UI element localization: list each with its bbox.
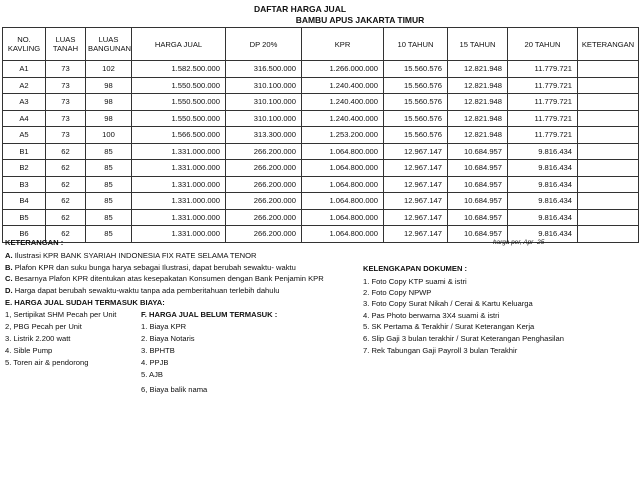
cell-dp: 316.500.000 <box>226 61 302 78</box>
document-item: 2. Foto Copy NPWP <box>363 288 432 297</box>
note-text: Ilustrasi KPR BANK SYARIAH INDONESIA FIX RATE SELAMA TENOR <box>14 251 257 260</box>
cell-dp: 310.100.000 <box>226 94 302 111</box>
cell-10-tahun: 12.967.147 <box>384 193 448 210</box>
cell-luas-tanah: 62 <box>46 176 86 193</box>
cell-kavling: B6 <box>3 226 46 243</box>
note-b <box>5 263 296 272</box>
cell-luas-tanah: 73 <box>46 110 86 127</box>
cell-kpr: 1.064.800.000 <box>302 226 384 243</box>
included-cost-item: 2, PBG Pecah per Unit <box>5 322 82 331</box>
cell-harga-jual: 1.331.000.000 <box>132 160 226 177</box>
cell-kavling: A4 <box>3 110 46 127</box>
cell-dp: 266.200.000 <box>226 209 302 226</box>
header-15-tahun: 15 TAHUN <box>448 28 508 61</box>
cell-harga-jual: 1.550.500.000 <box>132 110 226 127</box>
included-cost-item: 3. Listrik 2.200 watt <box>5 334 71 343</box>
note-letter: A. <box>5 251 13 260</box>
table-row <box>3 61 639 78</box>
cell-luas-bangunan: 85 <box>86 176 132 193</box>
excluded-cost-item: 6, Biaya balik nama <box>141 385 208 394</box>
note-text: Plafon KPR dan suku bunga harya sebagai Ilustrasi, dapat berubah sewaktu- waktu <box>14 263 296 272</box>
cell-dp: 310.100.000 <box>226 77 302 94</box>
cell-dp: 266.200.000 <box>226 143 302 160</box>
cell-kpr: 1.064.800.000 <box>302 160 384 177</box>
cell-kpr: 1.240.400.000 <box>302 77 384 94</box>
cell-10-tahun: 15.560.576 <box>384 61 448 78</box>
cell-kavling: B4 <box>3 193 46 210</box>
price-date-note: harga per, Apr -25 <box>493 239 545 246</box>
table-row <box>3 110 639 127</box>
cell-harga-jual: 1.550.500.000 <box>132 77 226 94</box>
cell-luas-bangunan: 85 <box>86 226 132 243</box>
cell-keterangan <box>578 143 639 160</box>
cell-keterangan <box>578 226 639 243</box>
header-10-tahun: 10 TAHUN <box>384 28 448 61</box>
cell-20-tahun: 11.779.721 <box>508 110 578 127</box>
cell-luas-tanah: 73 <box>46 94 86 111</box>
price-table <box>2 27 639 243</box>
excluded-cost-item: 5. AJB <box>141 370 163 379</box>
excluded-costs-heading: F. HARGA JUAL BELUM TERMASUK : <box>141 310 278 319</box>
cell-kpr: 1.064.800.000 <box>302 193 384 210</box>
cell-luas-bangunan: 100 <box>86 127 132 144</box>
cell-harga-jual: 1.331.000.000 <box>132 193 226 210</box>
cell-20-tahun: 11.779.721 <box>508 61 578 78</box>
cell-10-tahun: 15.560.576 <box>384 110 448 127</box>
cell-harga-jual: 1.566.500.000 <box>132 127 226 144</box>
cell-20-tahun: 11.779.721 <box>508 127 578 144</box>
cell-luas-tanah: 73 <box>46 77 86 94</box>
excluded-cost-item: 1. Biaya KPR <box>141 322 187 331</box>
cell-keterangan <box>578 127 639 144</box>
cell-keterangan <box>578 176 639 193</box>
excluded-cost-item: 3. BPHTB <box>141 346 175 355</box>
table-row <box>3 193 639 210</box>
document-item: 1. Foto Copy KTP suami & istri <box>363 277 467 286</box>
cell-10-tahun: 15.560.576 <box>384 94 448 111</box>
cell-10-tahun: 12.967.147 <box>384 143 448 160</box>
cell-kavling: B3 <box>3 176 46 193</box>
cell-kavling: A1 <box>3 61 46 78</box>
table-row <box>3 77 639 94</box>
excluded-cost-item: 4. PPJB <box>141 358 169 367</box>
notes-heading: KETERANGAN : <box>5 238 64 247</box>
cell-20-tahun: 11.779.721 <box>508 77 578 94</box>
included-cost-item: 5. Toren air & pendorong <box>5 358 89 367</box>
document-title: DAFTAR HARGA JUAL <box>253 4 347 14</box>
header-no-kavling: NO. KAVLING <box>3 28 46 61</box>
cell-luas-tanah: 62 <box>46 193 86 210</box>
cell-kpr: 1.240.400.000 <box>302 110 384 127</box>
cell-dp: 310.100.000 <box>226 110 302 127</box>
cell-harga-jual: 1.331.000.000 <box>132 226 226 243</box>
note-letter: B. <box>5 263 13 272</box>
cell-dp: 266.200.000 <box>226 176 302 193</box>
cell-15-tahun: 12.821.948 <box>448 127 508 144</box>
included-cost-item: 4. Sible Pump <box>5 346 53 355</box>
cell-keterangan <box>578 94 639 111</box>
cell-20-tahun: 9.816.434 <box>508 143 578 160</box>
note-d <box>5 286 279 295</box>
cell-15-tahun: 10.684.957 <box>448 226 508 243</box>
cell-harga-jual: 1.582.500.000 <box>132 61 226 78</box>
cell-20-tahun: 9.816.434 <box>508 209 578 226</box>
header-20-tahun: 20 TAHUN <box>508 28 578 61</box>
cell-20-tahun: 9.816.434 <box>508 226 578 243</box>
cell-keterangan <box>578 110 639 127</box>
note-a <box>5 251 257 260</box>
header-kpr: KPR <box>302 28 384 61</box>
document-item: 7. Rek Tabungan Gaji Payroll 3 bulan Terakhir <box>363 346 518 355</box>
cell-luas-tanah: 73 <box>46 61 86 78</box>
cell-keterangan <box>578 193 639 210</box>
cell-harga-jual: 1.331.000.000 <box>132 143 226 160</box>
document-item: 3. Foto Copy Surat Nikah / Cerai & Kartu Keluarga <box>363 299 533 308</box>
document-item: 6. Slip Gaji 3 bulan terakhir / Surat Keterangan Penghasilan <box>363 334 564 343</box>
documents-heading: KELENGKAPAN DOKUMEN : <box>363 264 468 273</box>
cell-luas-tanah: 62 <box>46 226 86 243</box>
cell-15-tahun: 12.821.948 <box>448 94 508 111</box>
header-luas-bangunan: LUAS BANGUNAN <box>86 28 132 61</box>
table-row <box>3 160 639 177</box>
cell-luas-tanah: 62 <box>46 143 86 160</box>
cell-luas-bangunan: 85 <box>86 143 132 160</box>
cell-15-tahun: 10.684.957 <box>448 160 508 177</box>
cell-luas-bangunan: 98 <box>86 94 132 111</box>
note-text: Besarnya Plafon KPR ditentukan atas kesepakatan Konsumen dengan Bank Penjamin KPR <box>14 274 324 283</box>
cell-kpr: 1.064.800.000 <box>302 209 384 226</box>
note-letter: C. <box>5 274 13 283</box>
excluded-cost-item: 2. Biaya Notaris <box>141 334 195 343</box>
cell-15-tahun: 12.821.948 <box>448 77 508 94</box>
cell-kavling: B1 <box>3 143 46 160</box>
cell-kavling: A5 <box>3 127 46 144</box>
note-letter: D. <box>5 286 13 295</box>
cell-keterangan <box>578 77 639 94</box>
table-row <box>3 94 639 111</box>
cell-10-tahun: 15.560.576 <box>384 77 448 94</box>
cell-luas-bangunan: 98 <box>86 110 132 127</box>
cell-15-tahun: 10.684.957 <box>448 193 508 210</box>
cell-10-tahun: 12.967.147 <box>384 176 448 193</box>
cell-luas-bangunan: 85 <box>86 209 132 226</box>
cell-20-tahun: 9.816.434 <box>508 176 578 193</box>
cell-15-tahun: 12.821.948 <box>448 110 508 127</box>
cell-kpr: 1.064.800.000 <box>302 143 384 160</box>
note-c <box>5 274 324 283</box>
cell-15-tahun: 10.684.957 <box>448 176 508 193</box>
cell-luas-bangunan: 102 <box>86 61 132 78</box>
cell-keterangan <box>578 209 639 226</box>
table-row <box>3 143 639 160</box>
cell-15-tahun: 10.684.957 <box>448 209 508 226</box>
table-row <box>3 127 639 144</box>
cell-kpr: 1.240.400.000 <box>302 94 384 111</box>
header-luas-tanah: LUAS TANAH <box>46 28 86 61</box>
cell-luas-bangunan: 98 <box>86 77 132 94</box>
cell-20-tahun: 9.816.434 <box>508 160 578 177</box>
document-item: 5. SK Pertama & Terakhir / Surat Keterangan Kerja <box>363 322 535 331</box>
cell-kavling: A3 <box>3 94 46 111</box>
cell-luas-bangunan: 85 <box>86 193 132 210</box>
cell-20-tahun: 9.816.434 <box>508 193 578 210</box>
note-text: Harga dapat berubah sewaktu-waktu tanpa ada pemberitahuan terlebih dahulu <box>14 286 280 295</box>
table-header-row <box>3 28 639 61</box>
cell-keterangan <box>578 160 639 177</box>
cell-15-tahun: 10.684.957 <box>448 143 508 160</box>
cell-luas-tanah: 73 <box>46 127 86 144</box>
cell-kpr: 1.253.200.000 <box>302 127 384 144</box>
cell-harga-jual: 1.331.000.000 <box>132 176 226 193</box>
table-row <box>3 209 639 226</box>
included-cost-item: 1, Sertipikat SHM Pecah per Unit <box>5 310 117 319</box>
header-keterangan: KETERANGAN <box>578 28 639 61</box>
document-subtitle: BAMBU APUS JAKARTA TIMUR <box>295 15 425 25</box>
cell-10-tahun: 12.967.147 <box>384 160 448 177</box>
included-costs-heading: E. HARGA JUAL SUDAH TERMASUK BIAYA: <box>5 298 165 307</box>
document-item: 4. Pas Photo berwarna 3X4 suami & istri <box>363 311 500 320</box>
cell-10-tahun: 12.967.147 <box>384 209 448 226</box>
cell-luas-bangunan: 85 <box>86 160 132 177</box>
header-dp: DP 20% <box>226 28 302 61</box>
cell-10-tahun: 12.967.147 <box>384 226 448 243</box>
table-row <box>3 176 639 193</box>
cell-kavling: B2 <box>3 160 46 177</box>
cell-dp: 266.200.000 <box>226 226 302 243</box>
cell-kavling: B5 <box>3 209 46 226</box>
cell-20-tahun: 11.779.721 <box>508 94 578 111</box>
cell-kpr: 1.266.000.000 <box>302 61 384 78</box>
cell-kavling: A2 <box>3 77 46 94</box>
cell-dp: 266.200.000 <box>226 160 302 177</box>
header-harga-jual: HARGA JUAL <box>132 28 226 61</box>
cell-15-tahun: 12.821.948 <box>448 61 508 78</box>
cell-keterangan <box>578 61 639 78</box>
cell-kpr: 1.064.800.000 <box>302 176 384 193</box>
cell-luas-tanah: 62 <box>46 209 86 226</box>
cell-10-tahun: 15.560.576 <box>384 127 448 144</box>
cell-harga-jual: 1.550.500.000 <box>132 94 226 111</box>
cell-luas-tanah: 62 <box>46 160 86 177</box>
cell-harga-jual: 1.331.000.000 <box>132 209 226 226</box>
cell-dp: 313.300.000 <box>226 127 302 144</box>
cell-dp: 266.200.000 <box>226 193 302 210</box>
